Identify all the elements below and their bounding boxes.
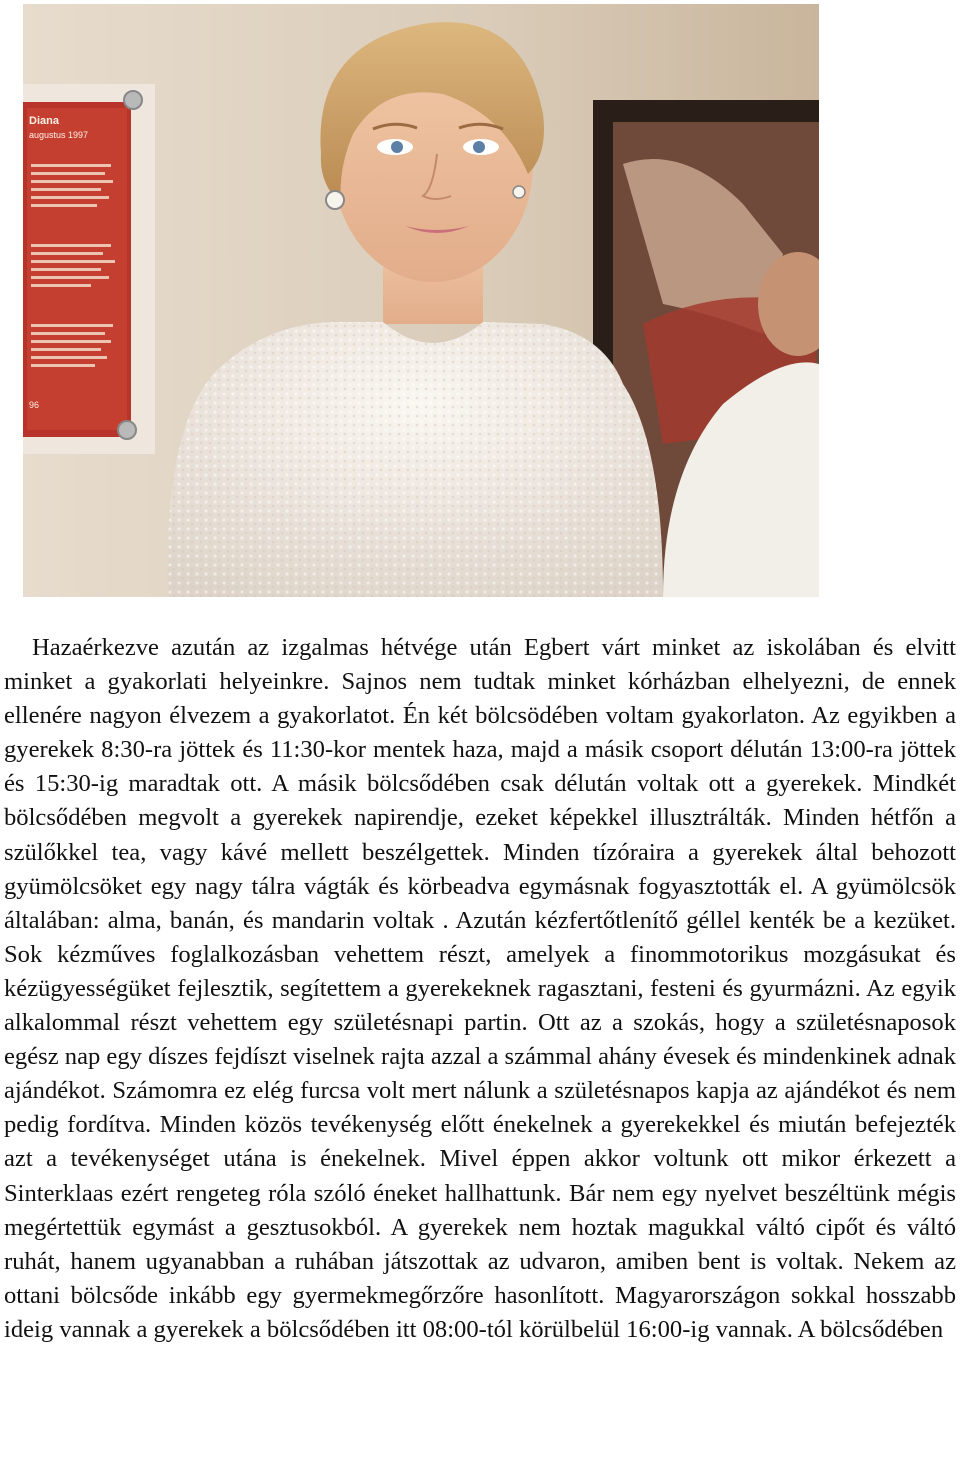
photo-illustration xyxy=(23,4,819,597)
pearl-earring-icon xyxy=(326,191,344,209)
panel-footer: 96 xyxy=(29,400,40,410)
panel-heading-1: Diana xyxy=(29,115,59,127)
pearl-earring-icon xyxy=(513,186,525,198)
bolt-icon xyxy=(124,91,142,109)
wax-figure-photo xyxy=(23,4,819,597)
bolt-icon xyxy=(118,421,136,439)
body-paragraph: Hazaérkezve azután az izgalmas hétvége után Egbert várt minket az iskolában és elvitt minket a gyakorlati helyeinkre. Sajnos nem tudtak minket kórházban elhelyezni, de ennek ellenére nagyon élvezem a gyakorlatot. Én két bölcsödében voltam gyakorlaton. Az egyikben a gyerekek 8:30-ra jöttek és 11:30-kor mentek haza, majd a másik csoport délután 13:00-ra jöttek és 15:30-ig maradtak ott. A másik bölcsődében csak délután voltak ott a gyerekek. Mindkét bölcsődében megvolt a gyerekek napirendje, ezeket képekkel illusztrálták. Minden hétfőn a szülőkkel tea, vagy kávé mellett beszélgettek. Minden tízóraira a gyerekek által behozott gyümölcsöket egy nagy tálra vágták és körbeadva egymásnak fogyasztották el. A gyümölcsök általában: alma, banán, és mandarin voltak . Azután kézfertőtlenítő géllel kenték be a kezüket. Sok kézműves foglalkozásban vehettem részt, amelyek a finommotorikus mozgásukat és kézügyességüket fejlesztik, segítettem a gyerekeknek ragasztani, festeni és gyurmázni. Az egyik alkalommal részt vehettem egy születésnapi partin. Ott az a szokás, hogy a születésnaposok egész nap egy díszes fejdíszt viselnek rajta azzal a számmal ahány évesek és mindenkinek adnak ajándékot. Számomra ez elég furcsa volt mert nálunk a születésnapos kapja az ajándékot és nem pedig fordítva. Minden közös tevékenység előtt énekelnek a gyerekekkel és miután befejezték azt a tevékenységet utána is énekelnek. Mivel éppen akkor voltunk ott mikor érkezett a Sinterklaas ezért rengeteg róla szóló éneket hallhattunk. Bár nem egy nyelvet beszéltünk mégis megértettük egymást a gesztusokból. A gyerekek nem hoztak magukkal váltó cipőt és váltó ruhát, hanem ugyanabban a ruhában játszottak az udvaron, amiben bent is voltak. Nekem az ottani bölcsőde inkább egy gyermekmegőrzőre hasonlított. Magyarországon sokkal hosszabb ideig vannak a gyerekek a bölcsődében itt 08:00-tól körülbelül 16:00-ig vannak. A bölcsődében xyxy=(4,634,956,1343)
panel-heading-2: augustus 1997 xyxy=(29,130,89,140)
